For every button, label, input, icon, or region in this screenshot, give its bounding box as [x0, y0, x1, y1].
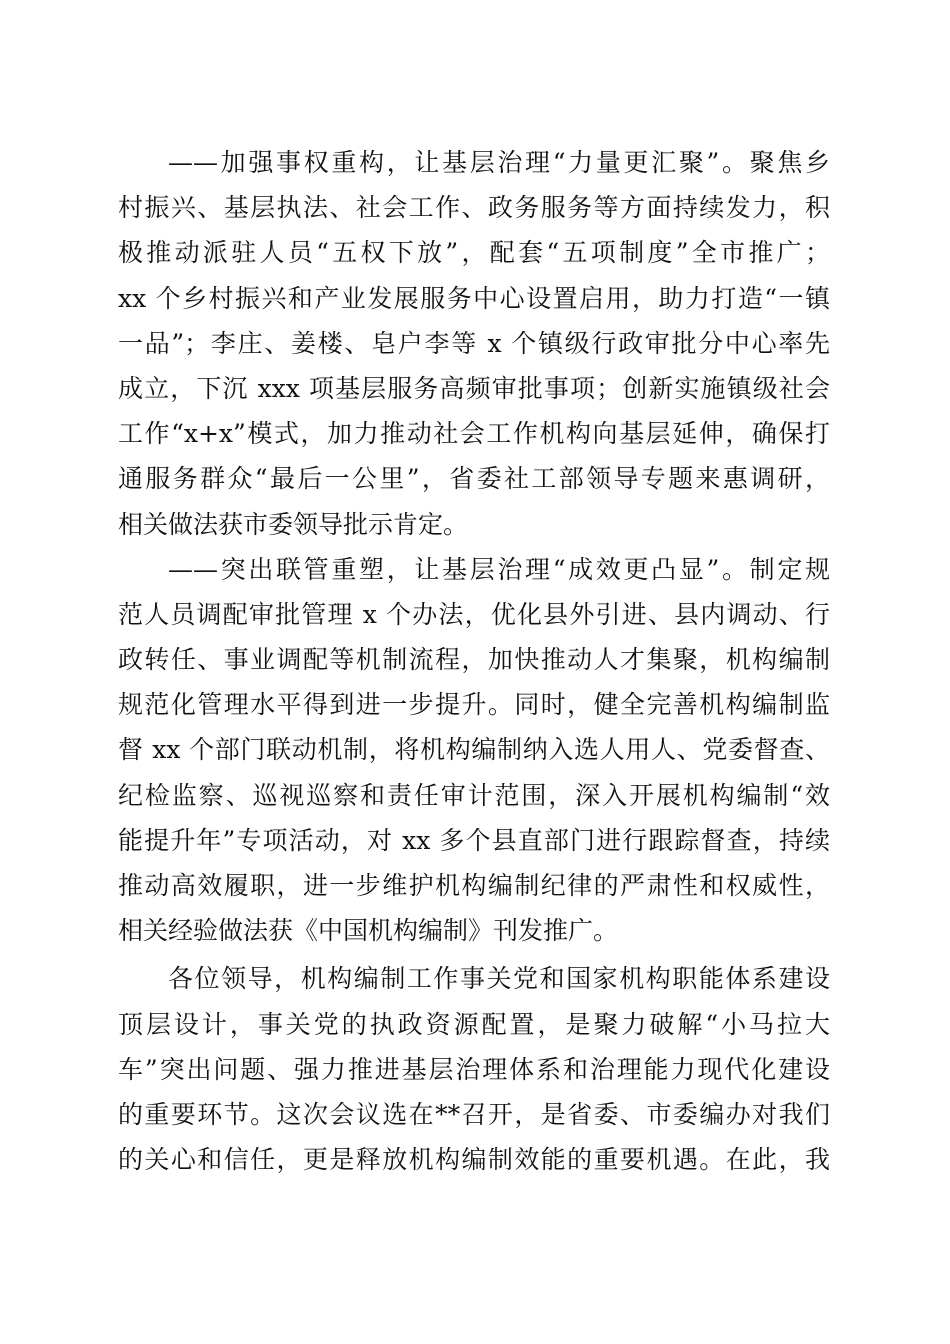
text-line: 纪检监察、巡视巡察和责任审计范围，深入开展机构编制“效: [118, 780, 830, 810]
text-line: 能提升年”专项活动，对 xx 多个县直部门进行跟踪督查，持续: [118, 825, 830, 855]
text-line: 推动高效履职，进一步维护机构编制纪律的严肃性和权威性，: [118, 871, 830, 900]
document-body: [118, 140, 830, 1182]
text-line: xx 个乡村振兴和产业发展服务中心设置启用，助力打造“一镇: [118, 283, 830, 313]
text-line: 相关做法获市委领导批示肯定。: [118, 509, 469, 539]
text-line: 通服务群众“最后一公里”，省委社工部领导专题来惠调研，: [118, 464, 830, 494]
text-line: 顶层设计，事关党的执政资源配置，是聚力破解“小马拉大: [118, 1009, 830, 1039]
text-line: 一品”；李庄、姜楼、皂户李等 x 个镇级行政审批分中心率先: [118, 328, 830, 358]
text-line: 各位领导，机构编制工作事关党和国家机构职能体系建设: [168, 964, 830, 994]
text-line: 政转任、事业调配等机制流程，加快推动人才集聚，机构编制: [118, 645, 830, 675]
text-line: 工作“x+x”模式，加力推动社会工作机构向基层延伸，确保打: [118, 419, 830, 449]
text-line: 的关心和信任，更是释放机构编制效能的重要机遇。在此，我: [118, 1145, 830, 1175]
text-line: 村振兴、基层执法、社会工作、政务服务等方面持续发力，积: [118, 193, 830, 223]
text-line: 范人员调配审批管理 x 个办法，优化县外引进、县内调动、行: [118, 599, 830, 629]
paragraph-strengthen-powers: [118, 140, 830, 547]
text-line: 相关经验做法获《中国机构编制》刊发推广。: [118, 916, 619, 946]
text-line: 的重要环节。这次会议选在**召开，是省委、市委编办对我们: [118, 1099, 830, 1129]
text-line: 成立，下沉 xxx 项基层服务高频审批事项；创新实施镇级社会: [118, 373, 830, 403]
text-line: 车”突出问题、强力推进基层治理体系和治理能力现代化建设: [118, 1054, 830, 1084]
text-line: 极推动派驻人员“五权下放”，配套“五项制度”全市推广；: [118, 238, 830, 268]
text-line: ——突出联管重塑，让基层治理“成效更凸显”。制定规: [168, 554, 830, 584]
text-line: 督 xx 个部门联动机制，将机构编制纳入选人用人、党委督查、: [118, 735, 830, 765]
paragraph-leaders-address: [118, 956, 830, 1182]
text-line: ——加强事权重构，让基层治理“力量更汇聚”。聚焦乡: [168, 148, 830, 177]
paragraph-joint-management: [118, 547, 830, 954]
text-line: 规范化管理水平得到进一步提升。同时，健全完善机构编制监: [118, 690, 830, 720]
